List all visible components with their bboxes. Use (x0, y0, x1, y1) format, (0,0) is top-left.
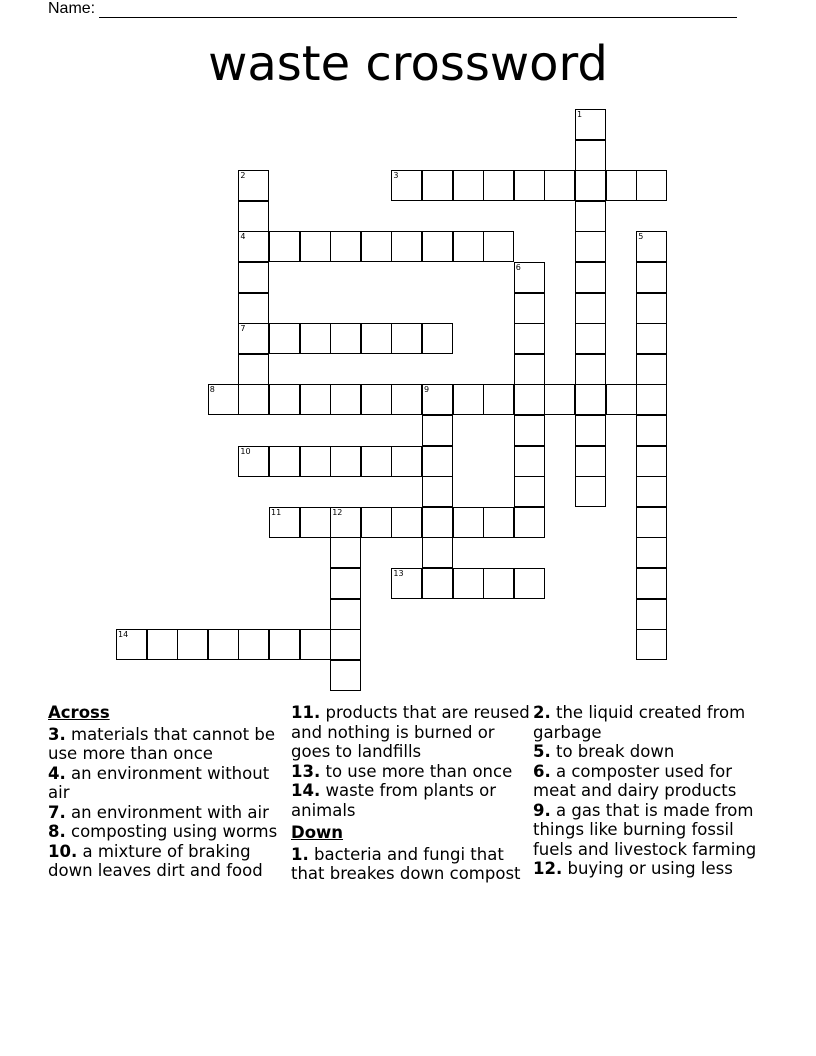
grid-cell[interactable] (514, 170, 545, 201)
grid-cell[interactable] (177, 629, 208, 660)
grid-cell[interactable] (575, 201, 606, 232)
grid-cell[interactable] (330, 323, 361, 354)
clue-item-text: a composter used for meat and dairy products (533, 761, 737, 800)
clue-number: 5 (638, 232, 644, 242)
grid-cell[interactable] (361, 323, 392, 354)
grid-cell[interactable] (636, 476, 667, 507)
grid-cell[interactable] (116, 629, 147, 660)
across-heading: Across (48, 703, 110, 722)
grid-cell[interactable] (636, 231, 667, 262)
clue-item-number: 4. (48, 763, 66, 783)
grid-cell[interactable] (453, 568, 484, 599)
clue-item (48, 842, 288, 881)
clue-item (533, 801, 773, 860)
grid-cell[interactable] (391, 568, 422, 599)
grid-cell[interactable] (300, 446, 331, 477)
grid-cell[interactable] (300, 384, 331, 415)
clue-item (533, 859, 773, 879)
clue-item-text: a mixture of braking down leaves dirt and food (48, 841, 263, 880)
grid-cell[interactable] (606, 384, 637, 415)
grid-cell[interactable] (391, 507, 422, 538)
grid-cell[interactable] (269, 629, 300, 660)
grid-cell[interactable] (330, 384, 361, 415)
grid-cell[interactable] (514, 384, 545, 415)
grid-cell[interactable] (575, 354, 606, 385)
grid-cell[interactable] (422, 323, 453, 354)
clue-item-number: 7. (48, 802, 66, 822)
grid-cell[interactable] (330, 660, 361, 691)
clue-item (291, 703, 531, 762)
clue-number: 12 (332, 507, 343, 517)
clue-item-text: to use more than once (320, 761, 513, 781)
grid-cell[interactable] (514, 507, 545, 538)
grid-cell[interactable] (636, 446, 667, 477)
grid-cell[interactable] (269, 323, 300, 354)
grid-cell[interactable] (300, 629, 331, 660)
grid-cell[interactable] (575, 415, 606, 446)
clue-item (291, 845, 531, 884)
grid-cell[interactable] (575, 231, 606, 262)
grid-cell[interactable] (238, 323, 269, 354)
grid-cell[interactable] (483, 170, 514, 201)
clue-item (291, 781, 531, 820)
clues-column-2 (291, 703, 531, 884)
grid-cell[interactable] (269, 507, 300, 538)
grid-cell[interactable] (636, 599, 667, 630)
clue-item-text: an environment without air (48, 763, 270, 802)
clue-number: 4 (240, 232, 246, 242)
clue-item (48, 803, 288, 823)
clue-number: 3 (393, 171, 399, 181)
grid-cell[interactable] (330, 599, 361, 630)
grid-cell[interactable] (391, 231, 422, 262)
grid-cell[interactable] (330, 446, 361, 477)
grid-cell[interactable] (453, 170, 484, 201)
grid-cell[interactable] (514, 293, 545, 324)
clue-item-text: materials that cannot be use more than once (48, 724, 275, 763)
grid-cell[interactable] (483, 231, 514, 262)
grid-cell[interactable] (575, 140, 606, 171)
grid-cell[interactable] (514, 262, 545, 293)
down-clue-list-continued (533, 703, 773, 879)
grid-cell[interactable] (422, 170, 453, 201)
clue-item-text: to break down (550, 742, 675, 761)
grid-cell[interactable] (636, 415, 667, 446)
grid-cell[interactable] (422, 537, 453, 568)
grid-cell[interactable] (575, 384, 606, 415)
grid-cell[interactable] (636, 170, 667, 201)
grid-cell[interactable] (636, 262, 667, 293)
across-clue-list (48, 725, 288, 881)
clue-item-text: composting using worms (65, 822, 278, 841)
name-label: Name: (48, 0, 96, 17)
grid-cell[interactable] (636, 354, 667, 385)
grid-cell[interactable] (238, 201, 269, 232)
grid-cell[interactable] (361, 231, 392, 262)
grid-cell[interactable] (238, 293, 269, 324)
clues-column-1 (48, 703, 288, 881)
clue-item (48, 822, 288, 842)
clue-item-text: a gas that is made from things like burning fossil fuels and livestock farming (533, 800, 757, 859)
clue-item (48, 764, 288, 803)
grid-cell[interactable] (147, 629, 178, 660)
across-clue-list-continued (291, 703, 531, 820)
grid-cell[interactable] (483, 507, 514, 538)
clue-number: 1 (577, 110, 583, 119)
grid-cell[interactable] (422, 568, 453, 599)
grid-cell[interactable] (575, 170, 606, 201)
clue-item (291, 762, 531, 782)
grid-cell[interactable] (453, 231, 484, 262)
down-clue-list (291, 845, 531, 884)
down-heading: Down (291, 823, 344, 842)
clue-item-text: products that are reused and nothing is burned or goes to landfills (291, 703, 530, 761)
clue-number: 6 (515, 263, 521, 272)
grid-cell[interactable] (208, 384, 239, 415)
grid-cell[interactable] (391, 446, 422, 477)
clue-item-number: 5. (533, 742, 551, 761)
grid-cell[interactable] (361, 507, 392, 538)
grid-cell[interactable] (575, 262, 606, 293)
clues-column-3 (533, 703, 773, 879)
grid-cell[interactable] (330, 568, 361, 599)
grid-cell[interactable] (238, 231, 269, 262)
grid-cell[interactable] (391, 170, 422, 201)
grid-cell[interactable] (300, 323, 331, 354)
grid-cell[interactable] (422, 507, 453, 538)
clue-number: 8 (209, 385, 215, 395)
grid-cell[interactable] (238, 262, 269, 293)
clue-item (533, 703, 773, 742)
grid-cell[interactable] (238, 384, 269, 415)
grid-cell[interactable] (422, 476, 453, 507)
grid-cell[interactable] (391, 323, 422, 354)
clue-number: 2 (240, 171, 246, 181)
clue-number: 7 (240, 324, 246, 334)
grid-cell[interactable] (422, 231, 453, 262)
clue-item (533, 762, 773, 801)
grid-cell[interactable] (636, 537, 667, 568)
grid-cell[interactable] (361, 446, 392, 477)
grid-cell[interactable] (575, 476, 606, 507)
grid-cell[interactable] (636, 323, 667, 354)
clue-number: 13 (393, 569, 404, 578)
grid-cell[interactable] (544, 170, 575, 201)
clue-item-number: 14. (291, 781, 321, 800)
clue-item-number: 1. (291, 844, 309, 864)
page-title: waste crossword (208, 36, 608, 92)
grid-cell[interactable] (606, 170, 637, 201)
grid-cell[interactable] (483, 568, 514, 599)
grid-cell[interactable] (575, 109, 606, 140)
grid-cell[interactable] (636, 629, 667, 660)
clue-item-text: an environment with air (65, 802, 269, 822)
clue-item-text: waste from plants or animals (291, 781, 497, 820)
grid-cell[interactable] (269, 231, 300, 262)
grid-cell[interactable] (238, 629, 269, 660)
grid-cell[interactable] (514, 323, 545, 354)
clue-item-text: bacteria and fungi that that breakes down compost (291, 844, 521, 883)
clue-item-number: 9. (533, 800, 551, 820)
grid-cell[interactable] (238, 170, 269, 201)
grid-cell[interactable] (514, 354, 545, 385)
grid-cell[interactable] (514, 446, 545, 477)
grid-cell[interactable] (208, 629, 239, 660)
clue-item-number: 2. (533, 703, 551, 722)
grid-cell[interactable] (330, 629, 361, 660)
clue-item-number: 6. (533, 761, 551, 781)
grid-cell[interactable] (514, 415, 545, 446)
grid-cell[interactable] (636, 293, 667, 324)
grid-cell[interactable] (453, 507, 484, 538)
grid-cell[interactable] (269, 384, 300, 415)
grid-cell[interactable] (422, 384, 453, 415)
grid-cell[interactable] (361, 384, 392, 415)
grid-cell[interactable] (330, 507, 361, 538)
grid-cell[interactable] (453, 384, 484, 415)
grid-cell[interactable] (544, 384, 575, 415)
grid-cell[interactable] (330, 231, 361, 262)
grid-cell[interactable] (238, 446, 269, 477)
grid-cell[interactable] (330, 537, 361, 568)
clue-item-number: 8. (48, 822, 66, 841)
grid-cell[interactable] (514, 568, 545, 599)
clue-number: 9 (424, 385, 430, 395)
clue-item (533, 742, 773, 762)
clue-item-number: 10. (48, 841, 78, 861)
clue-item-number: 12. (533, 859, 563, 878)
clue-item-text: buying or using less (562, 859, 733, 878)
grid-cell[interactable] (238, 354, 269, 385)
grid-cell[interactable] (575, 323, 606, 354)
grid-cell[interactable] (269, 446, 300, 477)
clue-number: 10 (240, 446, 251, 456)
grid-cell[interactable] (300, 507, 331, 538)
grid-cell[interactable] (391, 384, 422, 415)
grid-cell[interactable] (575, 446, 606, 477)
grid-cell[interactable] (514, 476, 545, 507)
clue-item-text: the liquid created from garbage (533, 703, 746, 742)
grid-cell[interactable] (422, 415, 453, 446)
grid-cell[interactable] (483, 384, 514, 415)
grid-cell[interactable] (636, 384, 667, 415)
grid-cell[interactable] (300, 231, 331, 262)
grid-cell[interactable] (636, 507, 667, 538)
clue-item-number: 3. (48, 724, 66, 744)
clue-number: 14 (118, 630, 129, 640)
clue-number: 11 (271, 507, 282, 517)
clue-item (48, 725, 288, 764)
grid-cell[interactable] (575, 293, 606, 324)
clue-item-number: 13. (291, 761, 321, 781)
grid-cell[interactable] (636, 568, 667, 599)
clue-item-number: 11. (291, 703, 321, 722)
grid-cell[interactable] (422, 446, 453, 477)
